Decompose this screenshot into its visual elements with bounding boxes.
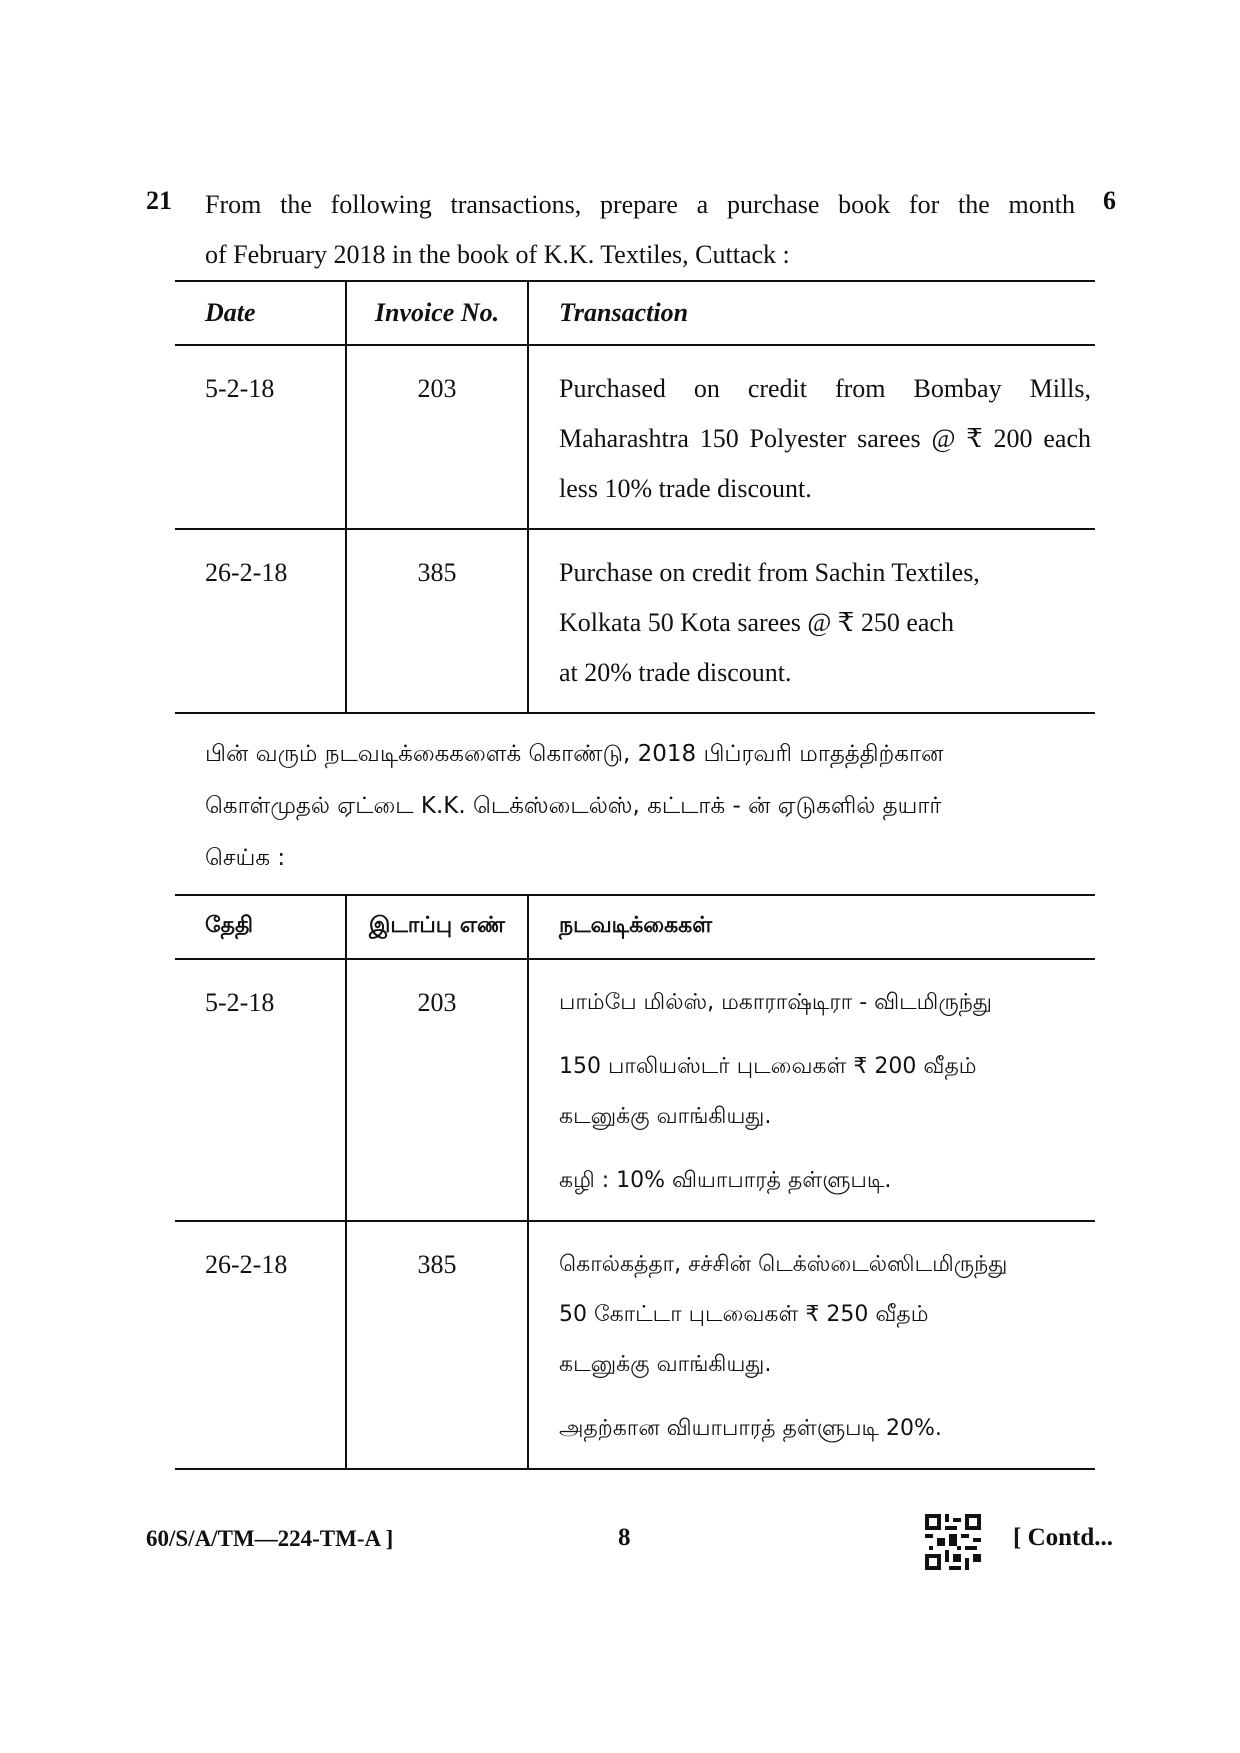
- transaction-line: less 10% trade discount.: [559, 474, 812, 503]
- english-transactions-table: [175, 280, 1095, 714]
- transaction-line: 50 கோட்டா புடவைகள் ₹ 250 வீதம்: [559, 1302, 929, 1327]
- transaction-line: Purchased on credit from Bombay Mills,: [559, 374, 1091, 403]
- transaction-line: கழி : 10% வியாபாரத் தள்ளுபடி.: [559, 1168, 892, 1193]
- transaction-line: Purchase on credit from Sachin Textiles,: [559, 558, 980, 587]
- question-line: From the following transactions, prepare a purchase book for the month: [205, 190, 1075, 219]
- transaction-line: பாம்பே மில்ஸ், மகாராஷ்டிரா - விடமிருந்து: [559, 990, 992, 1015]
- question-marks: 6: [1103, 186, 1116, 215]
- header-invoice: Invoice No.: [346, 281, 528, 345]
- cell-invoice: 203: [346, 959, 528, 1221]
- table-row: [175, 529, 1095, 713]
- paper-code: 60/S/A/TM—224-TM-A ]: [146, 1526, 394, 1551]
- question-number: 21: [146, 186, 172, 215]
- table-row: [175, 959, 1095, 1221]
- transaction-line: கடனுக்கு வாங்கியது.: [559, 1104, 772, 1129]
- header-date: Date: [175, 281, 346, 345]
- cell-invoice: 203: [346, 345, 528, 529]
- cell-invoice: 385: [346, 529, 528, 713]
- question-line-tamil: பின் வரும் நடவடிக்கைகளைக் கொண்டு, 2018 பிப்ரவரி மாதத்திற்கான: [205, 741, 944, 767]
- header-invoice-tamil: இடாப்பு எண்: [346, 895, 528, 959]
- question-line-tamil: செய்க :: [205, 845, 286, 871]
- cell-date: 26-2-18: [175, 529, 346, 713]
- transaction-line: கடனுக்கு வாங்கியது.: [559, 1352, 772, 1377]
- header-date-tamil: தேதி: [175, 895, 346, 959]
- transaction-line: 150 பாலியஸ்டர் புடவைகள் ₹ 200 வீதம்: [559, 1054, 977, 1079]
- tamil-transactions-table: [175, 894, 1095, 1470]
- transaction-line: அதற்கான வியாபாரத் தள்ளுபடி 20%.: [559, 1416, 942, 1441]
- transaction-line: Maharashtra 150 Polyester sarees @ ₹ 200 each: [559, 424, 1091, 453]
- cell-date: 5-2-18: [175, 959, 346, 1221]
- transaction-line: Kolkata 50 Kota sarees @ ₹ 250 each: [559, 608, 954, 637]
- question-line-tamil: கொள்முதல் ஏட்டை K.K. டெக்ஸ்டைல்ஸ், கட்டாக் - ன் ஏடுகளில் தயார்: [205, 793, 942, 819]
- header-transaction-tamil: நடவடிக்கைகள்: [528, 895, 1095, 959]
- question-text-english: [205, 180, 1075, 280]
- transaction-line: கொல்கத்தா, சச்சின் டெக்ஸ்டைல்ஸிடமிருந்து: [559, 1252, 1008, 1277]
- cell-date: 26-2-18: [175, 1221, 346, 1469]
- continued-label: [ Contd...: [1013, 1524, 1114, 1551]
- cell-transaction: [528, 345, 1095, 529]
- page-number: 8: [618, 1524, 631, 1551]
- transaction-line: at 20% trade discount.: [559, 658, 792, 687]
- cell-transaction: [528, 1221, 1095, 1469]
- header-transaction: Transaction: [528, 281, 1095, 345]
- qr-code-icon: [925, 1514, 981, 1570]
- question-line: of February 2018 in the book of K.K. Textiles, Cuttack :: [205, 240, 790, 269]
- table-row: [175, 345, 1095, 529]
- cell-transaction: [528, 529, 1095, 713]
- question-text-tamil: [205, 728, 1085, 884]
- cell-invoice: 385: [346, 1221, 528, 1469]
- table-row: [175, 1221, 1095, 1469]
- cell-date: 5-2-18: [175, 345, 346, 529]
- cell-transaction: [528, 959, 1095, 1221]
